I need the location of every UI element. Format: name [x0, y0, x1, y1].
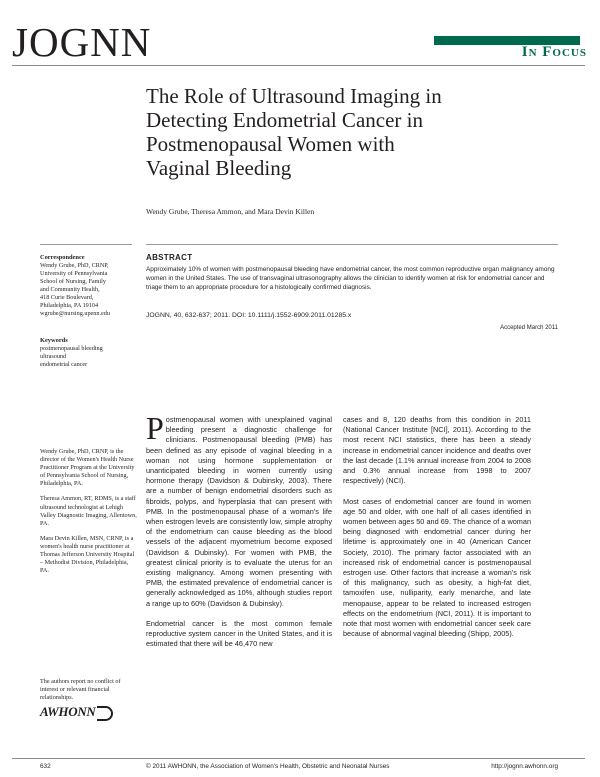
abstract-heading: ABSTRACT [146, 253, 193, 262]
author-bio: Mara Devin Killen, MSN, CRNP, is a women's health nurse practitioner at Thomas Jefferson University Hospital – Methodist Division, Philadelphia, PA. [40, 534, 135, 575]
body-paragraph: Endometrial cancer is the most common female reproductive system cancer in the United States, and it is estimated that there will be 46,470 new [146, 619, 332, 649]
keywords [40, 337, 138, 369]
paragraph-text: ostmenopausal women with unexplained vaginal bleeding present a diagnostic challenge for clinicians. Postmenopausal bleeding (PMB) has been defined as any episode of vaginal bleeding in a woman not using hormone supplementation or unanticipated bleeding in women currently using hormone therapy (Davidson & Dubinsky, 2003). There are a number of benign endometrial disorders such as fibroids, polyps, and hyperplasia that can present with PMB. In the postmenopausal phase of a woman's life when estrogen levels are consistently low, simple atrophy of the endometrium can cause bleeding as the blood vessels of the adjacent myometrium become exposed (Davidson & Dubinsky). For women with PMB, the greatest clinical priority is to evaluate the uterus for an existing malignancy. Among women presenting with PMB, the estimated prevalence of endometrial cancer is generally acknowledged as 10%, although studies report a range up to 60% (Davidson & Dubinsky). [146, 415, 332, 608]
page-number: 632 [40, 763, 51, 770]
journal-url[interactable]: http://jognn.awhonn.org [491, 763, 558, 770]
awhonn-mark-icon [97, 706, 113, 721]
abstract-text: Approximately 10% of women with postmenopausal bleeding have endometrial cancer, the most common reproductive organ malignancy among women in the United States. The use of transvaginal ultrasonography allows the clinician to identify women at risk for endometrial cancer and triage them to an appropriate procedure for a histologically confirmed diagnosis. [146, 266, 555, 291]
body-column-1 [146, 410, 332, 660]
correspondence-line: and Community Health, [40, 286, 100, 293]
keywords-heading: Keywords [40, 337, 68, 344]
correspondence-email[interactable]: wgrube@nursing.upenn.edu [40, 310, 110, 317]
citation-line[interactable]: JOGNN, 40, 632-637; 2011. DOI: 10.1111/j.1552-6909.2011.01285.x [146, 312, 352, 319]
drop-cap: P [146, 410, 164, 446]
author-list: Wendy Grube, Theresa Ammon, and Mara Devin Killen [146, 207, 315, 216]
copyright: © 2011 AWHONN, the Association of Women's Health, Obstetric and Neonatal Nurses [146, 763, 390, 770]
accepted-date: Accepted March 2011 [500, 325, 558, 331]
keyword: ultrasound [40, 353, 67, 360]
keyword: endometrial cancer [40, 361, 88, 368]
header-rule [12, 65, 585, 66]
body-paragraph: cases and 8, 120 deaths from this condition in 2011 (National Cancer Institute [NCI], 2011). According to the most recent NCI statistics, there has been a steady increase in endometrial cancer incidence and deaths over the last decade (1.1% annual increase from 2004 to 2008 and 0.3% annual increase from 1998 to 2007 respectively) (NCI). [343, 415, 531, 486]
correspondence-heading: Correspondence [40, 254, 85, 261]
abstract-rule [146, 244, 558, 245]
author-bio: Theresa Ammon, RT, RDMS, is a staff ultrasound technologist at Lehigh Valley Diagnostic Imaging, Allentown, PA. [40, 495, 137, 527]
author-bio: Wendy Grube, PhD, CRNP, is the director of the Women's Health Nurse Practitioner Program at the University of Pennsylvania School of Nursing, Philadelphia, PA. [40, 448, 135, 488]
disclosure-text: The authors report no conflict of interest or relevant financial relationships. [40, 678, 121, 702]
keyword: postmenopausal bleeding [40, 345, 103, 352]
author-bios [40, 448, 138, 582]
awhonn-logo-text: AWHONN [40, 704, 96, 719]
abstract-body [146, 265, 558, 292]
journal-logo: JOGNN [12, 19, 152, 65]
correspondence-line: Wendy Grube, PhD, CRNP, [40, 262, 109, 269]
correspondence-line: University of Pennsylvania [40, 270, 108, 277]
footer-rule [12, 758, 585, 759]
correspondence-line: 418 Curie Boulevard, [40, 294, 94, 301]
body-paragraph [146, 410, 332, 609]
body-column-2 [343, 415, 531, 650]
correspondence-line: Philadelphia, PA 19104 [40, 302, 99, 309]
article-title: The Role of Ultrasound Imaging in Detecting Endometrial Cancer in Postmenopausal Women with Vaginal Bleeding [146, 84, 442, 180]
correspondence [40, 254, 138, 318]
correspondence-line: School of Nursing, Family [40, 278, 106, 285]
body-paragraph: Most cases of endometrial cancer are found in women age 50 and older, with one half of all cases identified in women between ages 50 and 69. The chance of a woman being diagnosed with endometrial cancer during her lifetime is approximately one in 40 (American Cancer Society, 2010). The primary factor associated with an increased risk of endometrial cancer is postmenopausal estrogen use. Other factors that increase a woman's risk of this malignancy, such as obesity, a high-fat diet, tamoxifen use, nulliparity, early menarche, and late menopause, appear to be related to increased estrogen effects on the endometrium (NCI, 2011). It is important to note that most women with endometrial cancer seek care because of abnormal vaginal bleeding (Shipp, 2005). [343, 496, 531, 639]
sidebar-rule [40, 244, 132, 245]
section-label: In Focus [521, 44, 587, 60]
awhonn-logo [40, 704, 113, 721]
